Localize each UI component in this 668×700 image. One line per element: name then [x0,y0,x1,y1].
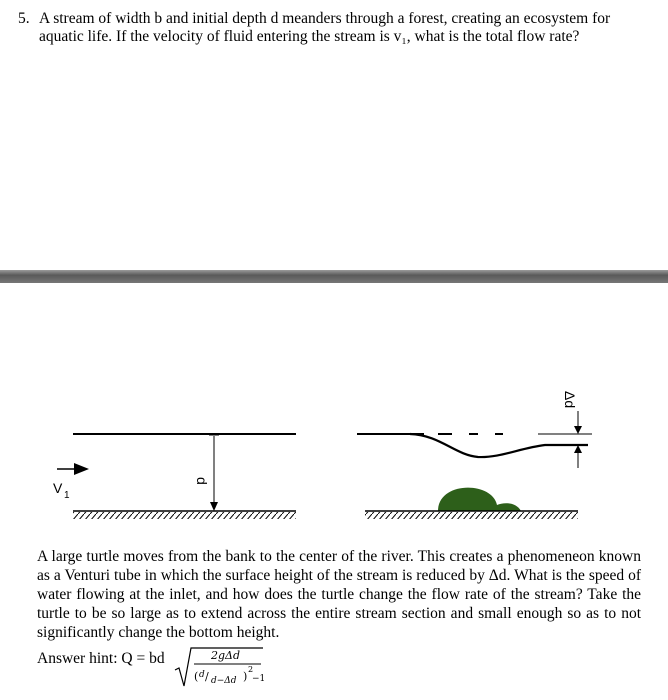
depressed-surface-curve [410,434,588,457]
denominator-d: d [199,670,205,680]
page-divider [0,270,668,283]
denominator-minus-one: −1 [252,674,266,684]
depth-label: d [194,477,210,485]
velocity-label: V [53,480,63,496]
turtle-problem-text: A large turtle moves from the bank to the center of the river. This creates a phenomeneon known as a Venturi tube in which the surface height of the stream is reduced by Δd. What is the speed of water flowing at the inlet, and how does the turtle change the flow rate of the stream? Take the turtle to be so large as to extend across the entire stream section and small enough so as to not significantly change the bottom height. [37,548,641,641]
denominator-close-paren: ) [243,670,248,683]
delta-d-label: Δd [562,391,578,409]
velocity-subscript: 1 [64,490,70,501]
problem-5 [18,10,638,46]
velocity-arrow-icon [57,463,89,475]
hint-numerator: 2gΔd [211,649,241,662]
left-bed-hatching [73,512,296,519]
answer-hint-formula [115,642,275,692]
denominator-open-paren: ( [194,670,199,683]
denominator-exponent: 2 [248,665,254,674]
right-bed-hatching [365,512,578,519]
answer-hint-text: Answer hint: Q = bd [37,650,165,667]
denominator-slash: / [205,670,209,683]
denominator-d-minus-delta: d−Δd [211,676,237,686]
left-diagram [53,434,296,519]
right-diagram [357,391,592,519]
problem-number: 5. [18,10,30,27]
turtle-shape [438,488,521,511]
stream-figure [0,283,668,545]
depth-dimension [209,435,219,511]
problem-5-text: A stream of width b and initial depth d meanders through a forest, creating an ecosystem for aquatic life. If the velocity of fluid entering the stream is v₁, what is the total flow rate? [39,10,611,45]
delta-d-dimension [574,411,582,468]
